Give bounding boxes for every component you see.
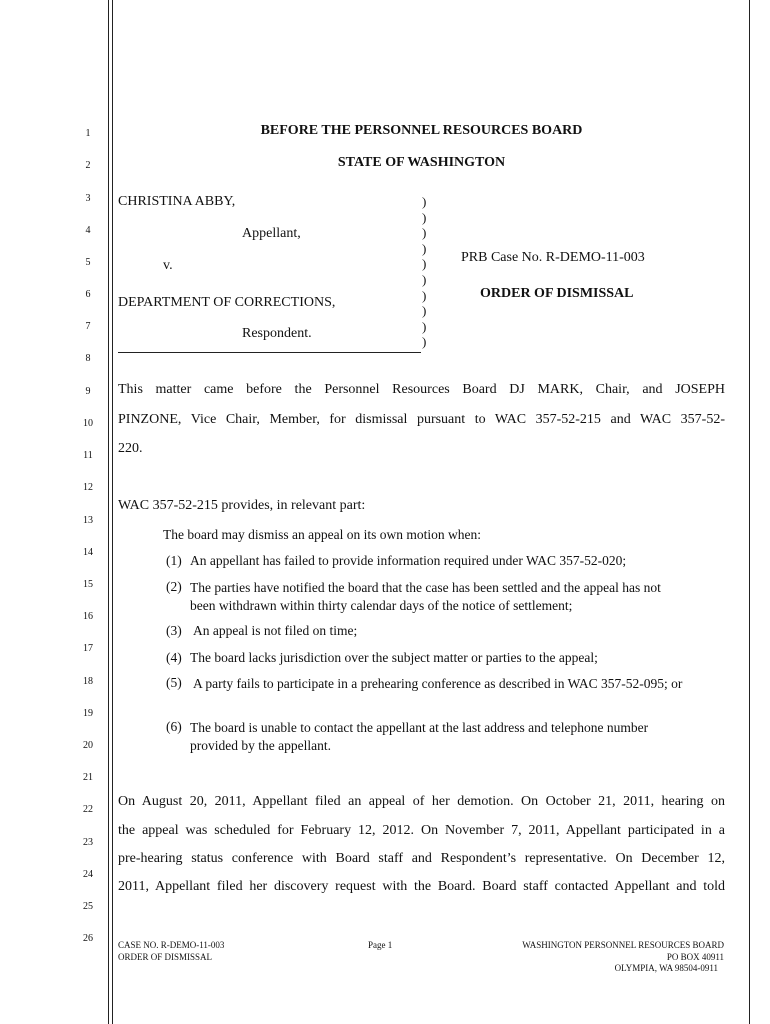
- paren-mark: ): [422, 334, 427, 350]
- paren-mark: ): [422, 194, 427, 209]
- list-item-text: An appellant has failed to provide information required under WAC 357-52-020;: [190, 553, 627, 568]
- paren-mark: ): [422, 256, 427, 272]
- line-number: 26: [83, 933, 93, 944]
- list-item-number: (1): [166, 553, 182, 568]
- paren-mark: ): [422, 209, 427, 225]
- quote-intro: The board may dismiss an appeal on its own motion when:: [163, 527, 481, 542]
- line-number: 18: [83, 676, 93, 687]
- footer-right: [460, 940, 724, 975]
- line-number: 14: [83, 547, 93, 558]
- footer-left: [118, 940, 224, 963]
- footer-doc-title: ORDER OF DISMISSAL: [118, 951, 213, 962]
- board-heading: BEFORE THE PERSONNEL RESOURCES BOARD: [260, 123, 583, 138]
- line-number: 3: [85, 193, 91, 204]
- paragraph-line: 220.: [118, 441, 143, 456]
- left-margin-rule-inner: [112, 0, 113, 1024]
- case-number: PRB Case No. R-DEMO-11-003: [461, 250, 645, 265]
- paren-mark: ): [422, 225, 427, 241]
- line-number: 16: [83, 611, 93, 622]
- versus-label: v.: [163, 258, 173, 273]
- line-number: 19: [83, 708, 93, 719]
- wac-intro: WAC 357-52-215 provides, in relevant part:: [118, 498, 366, 513]
- line-number: 25: [83, 901, 93, 912]
- paragraph-line: pre-hearing status conference with Board staff and Respondent’s representative. On December 12,: [118, 851, 725, 866]
- paragraph-line: 2011, Appellant filed her discovery request with the Board. Board staff contacted Appellant and told: [118, 879, 725, 894]
- line-number: 6: [85, 289, 91, 300]
- line-number: 24: [83, 869, 93, 880]
- line-number: 23: [83, 837, 93, 848]
- paragraph-line: PINZONE, Vice Chair, Member, for dismissal pursuant to WAC 357-52-215 and WAC 357-52-: [118, 412, 725, 427]
- footer-city: OLYMPIA, WA 98504-0911: [614, 963, 718, 973]
- paren-mark: ): [422, 271, 427, 287]
- line-number: 17: [83, 643, 93, 654]
- footer-case-no: CASE NO. R-DEMO-11-003: [118, 940, 225, 950]
- line-number: 2: [85, 160, 91, 171]
- line-number: 7: [85, 321, 91, 332]
- respondent-name: DEPARTMENT OF CORRECTIONS,: [118, 295, 336, 310]
- line-number: 8: [85, 353, 91, 364]
- footer-agency: WASHINGTON PERSONNEL RESOURCES BOARD: [522, 940, 724, 950]
- list-item-text: The board is unable to contact the appellant at the last address and telephone number provided by the appellant.: [190, 720, 649, 753]
- list-item-number: (6): [166, 719, 182, 734]
- line-number: 13: [83, 515, 93, 526]
- paren-mark: ): [422, 287, 427, 303]
- order-title: ORDER OF DISMISSAL: [480, 286, 634, 301]
- list-item-text: The board lacks jurisdiction over the subject matter or parties to the appeal;: [190, 650, 598, 665]
- paren-mark: ): [422, 303, 427, 319]
- list-item-number: (5): [166, 675, 182, 690]
- line-number: 10: [83, 418, 93, 429]
- line-number: 22: [83, 804, 93, 815]
- list-item-text: A party fails to participate in a prehearing conference as described in WAC 357-52-095; or: [193, 676, 683, 691]
- paragraph-line: This matter came before the Personnel Resources Board DJ MARK, Chair, and JOSEPH: [118, 382, 725, 397]
- line-number: 21: [83, 772, 93, 783]
- list-item-number: (2): [166, 579, 182, 594]
- footer-po-box: PO BOX 40911: [666, 951, 724, 962]
- paren-mark: ): [422, 240, 427, 256]
- left-margin-rule: [108, 0, 109, 1024]
- appellant-label: Appellant,: [242, 226, 301, 241]
- footer-page-number: Page 1: [368, 940, 393, 950]
- line-number: 5: [85, 257, 91, 268]
- line-number: 9: [85, 386, 91, 397]
- paragraph-line: the appeal was scheduled for February 12, 2012. On November 7, 2011, Appellant participated in a: [118, 823, 725, 838]
- line-number: 15: [83, 579, 93, 590]
- caption-underline: [118, 352, 421, 353]
- caption-parentheses: [422, 194, 426, 350]
- list-item-text: An appeal is not filed on time;: [193, 623, 358, 638]
- line-number: 12: [83, 482, 93, 493]
- right-margin-rule: [749, 0, 750, 1024]
- respondent-label: Respondent.: [242, 326, 312, 341]
- line-number: 11: [83, 450, 93, 461]
- list-item-text: The parties have notified the board that the case has been settled and the appeal has not been withdrawn within thirty calendar days of the notice of settlement;: [190, 580, 661, 613]
- line-number: 4: [85, 225, 91, 236]
- line-number: 20: [83, 740, 93, 751]
- appellant-name: CHRISTINA ABBY,: [118, 194, 236, 209]
- state-heading: STATE OF WASHINGTON: [337, 155, 506, 170]
- list-item-number: (4): [166, 650, 182, 665]
- paren-mark: ): [422, 318, 427, 334]
- paragraph-line: On August 20, 2011, Appellant filed an appeal of her demotion. On October 21, 2011, hearing on: [118, 794, 725, 809]
- line-number: 1: [85, 128, 91, 139]
- list-item-number: (3): [166, 623, 182, 638]
